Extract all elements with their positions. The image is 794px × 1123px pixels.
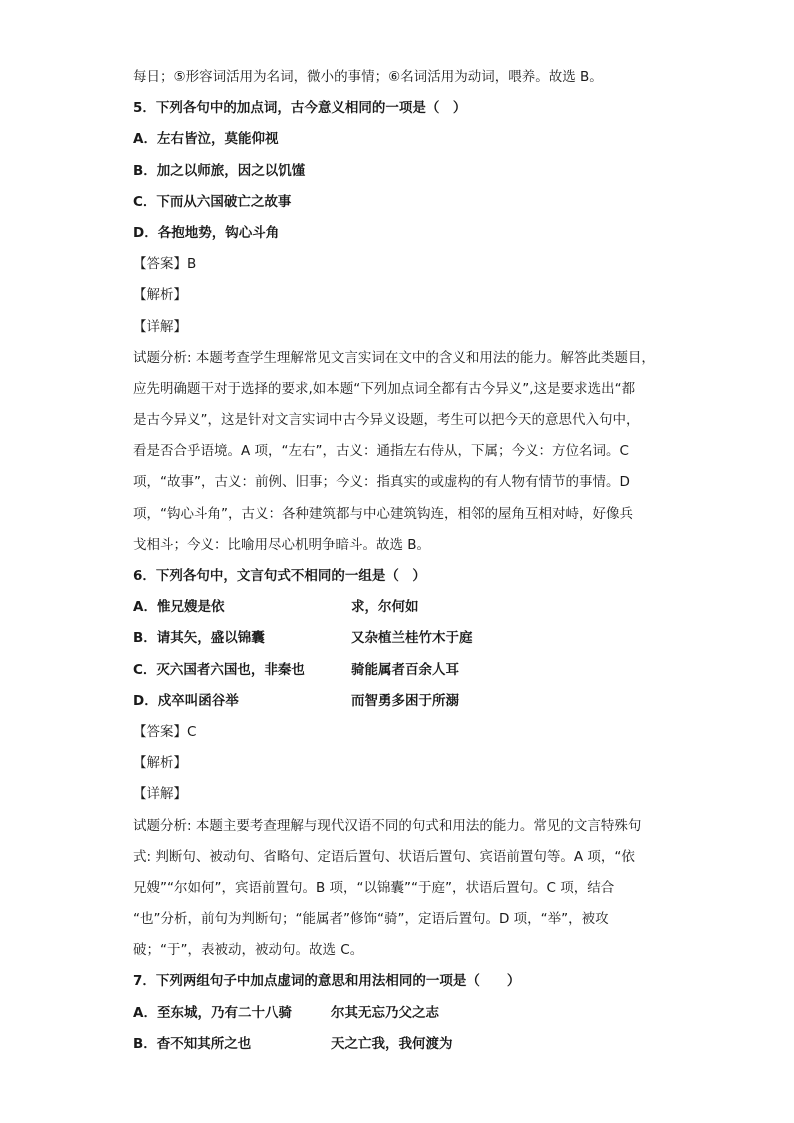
option-left: C．灭六国者六国也，非秦也 (133, 661, 305, 678)
question-5-option-a: A．左右皆泣，莫能仰视 (133, 131, 279, 148)
question-7-option-a (133, 998, 665, 1029)
question-6-analysis-label: 【解析】 (133, 755, 187, 772)
option-left: A．至东城，乃有二十八骑 (133, 1004, 292, 1021)
option-right: 求，尔何如 (351, 599, 419, 616)
question-6-explain-line: 破；“于”，表被动，被动句。故选 C。 (133, 942, 364, 959)
document-content (133, 62, 665, 1060)
question-6-detail-label: 【详解】 (133, 786, 187, 803)
option-left: B．请其矢，盛以锦囊 (133, 630, 265, 647)
question-6-option-d (133, 686, 665, 717)
question-5-explain-line: 项，“钩心斗角”，古义：各种建筑都与中心建筑钩连，相邻的屋角互相对峙，好像兵 (133, 505, 633, 522)
question-5-explain-line: 试题分析: 本题考查学生理解常见文言实词在文中的含义和用法的能力。解答此类题目， (133, 349, 655, 366)
question-5-explain-line: 戈相斗；今义：比喻用尽心机明争暗斗。故选 B。 (133, 536, 431, 553)
option-right: 天之亡我，我何渡为 (331, 1035, 453, 1052)
question-7-stem: 7．下列两组句子中加点虚词的意思和用法相同的一项是（ ） (133, 973, 521, 990)
option-right: 又杂植兰桂竹木于庭 (351, 630, 473, 647)
option-left: A．惟兄嫂是依 (133, 599, 225, 616)
option-right: 尔其无忘乃父之志 (331, 1004, 439, 1021)
question-5-explain-line: 是古今异义”，这是针对文言实词中古今异义设题，考生可以把今天的意思代入句中， (133, 412, 640, 429)
question-5-explain-line: 应先明确题干对于选择的要求,如本题“下列加点词全都有古今异义”,这是要求选出“都 (133, 380, 636, 397)
question-6-answer: 【答案】C (133, 723, 197, 740)
question-5-option-d: D．各抱地势，钩心斗角 (133, 224, 280, 241)
question-6-option-c (133, 655, 665, 686)
question-5-option-c: C．下而从六国破亡之故事 (133, 193, 292, 210)
text-line: 每日；⑤形容词活用为名词，微小的事情；⑥名词活用为动词，喂养。故选 B。 (133, 69, 603, 85)
question-6-explain-line: 兄嫂”“尔如何”，宾语前置句。B 项，“以锦囊”“于庭”，状语后置句。C 项，结合 (133, 879, 615, 896)
question-5-option-b: B．加之以师旅，因之以饥馑 (133, 162, 306, 179)
question-5-explain-line: 看是否合乎语境。A 项，“左右”，古义：通指左右侍从，下属；今义：方位名词。C (133, 443, 629, 460)
question-6-explain-line: “也”分析，前句为判断句；“能属者”修饰“骑”，定语后置句。D 项，“举”，被攻 (133, 911, 609, 928)
question-6-option-b (133, 623, 665, 654)
question-6-option-a (133, 592, 665, 623)
question-6-explain-line: 试题分析: 本题主要考查理解与现代汉语不同的句式和用法的能力。常见的文言特殊句 (133, 817, 642, 834)
option-left: B．杳不知其所之也 (133, 1035, 252, 1052)
question-5-stem: 5．下列各句中的加点词，古今意义相同的一项是（ ） (133, 100, 467, 117)
option-left: D．戍卒叫函谷举 (133, 692, 239, 709)
question-5-explain-line: 项，“故事”，古义：前例、旧事；今义：指真实的或虚构的有人物有情节的事情。D (133, 474, 630, 491)
question-5-answer: 【答案】B (133, 256, 197, 273)
question-5-detail-label: 【详解】 (133, 318, 187, 335)
question-7-option-b (133, 1029, 665, 1060)
question-5-analysis-label: 【解析】 (133, 287, 187, 304)
option-right: 而智勇多困于所溺 (351, 692, 459, 709)
option-right: 骑能属者百余人耳 (351, 661, 459, 678)
question-6-stem: 6．下列各句中，文言句式不相同的一组是（ ） (133, 568, 426, 584)
question-6-explain-line: 式: 判断句、被动句、省略句、定语后置句、状语后置句、宾语前置句等。A 项，“依 (133, 848, 635, 865)
